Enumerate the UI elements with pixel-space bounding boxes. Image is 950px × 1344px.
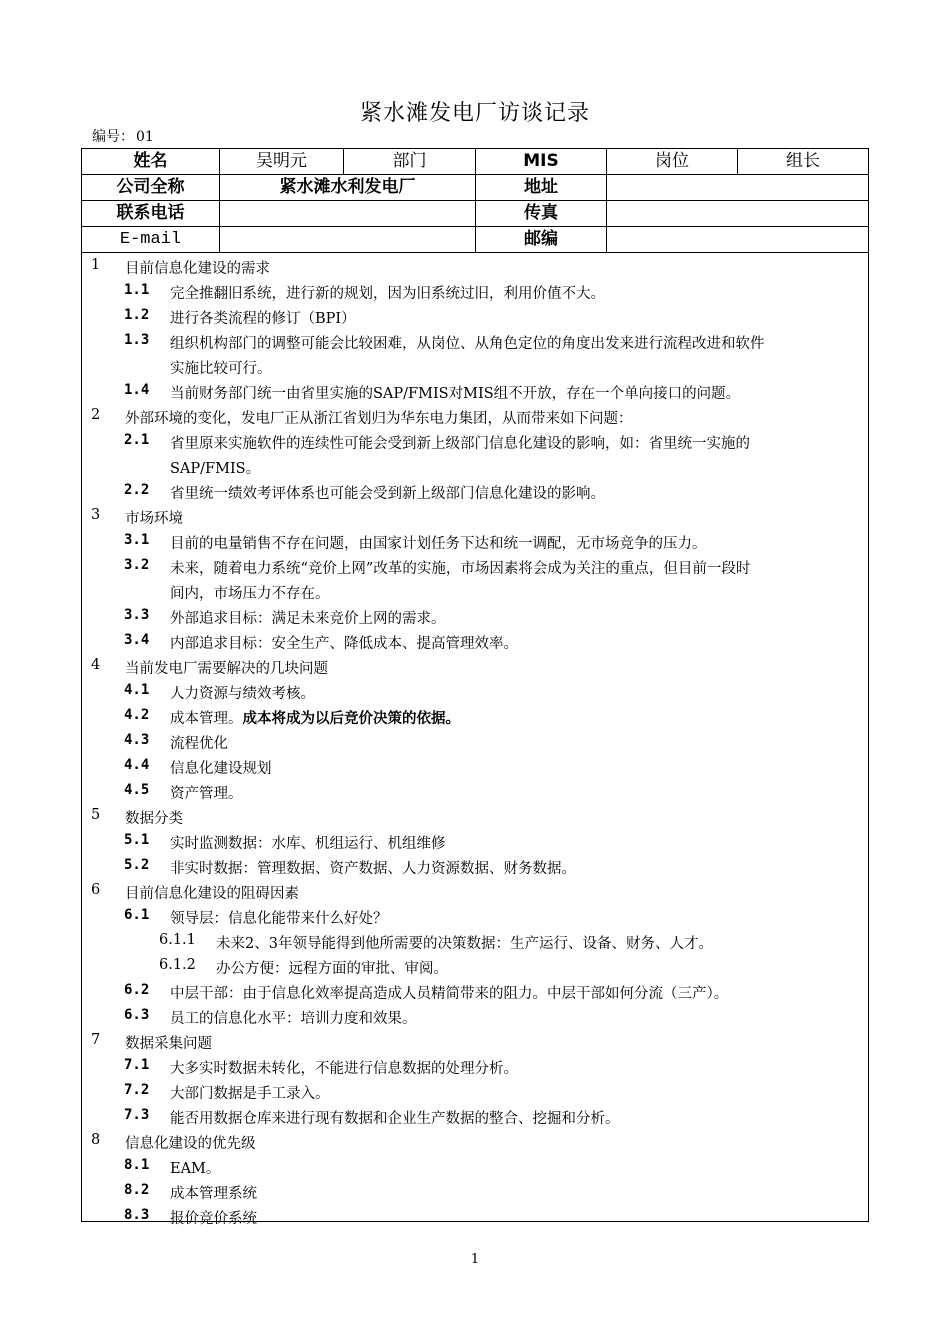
note-text <box>170 907 388 928</box>
note-text-main: 能否用数据仓库来进行现有数据和企业生产数据的整合、挖掘和分析。 <box>170 1111 620 1127</box>
note-number: 3.2 <box>124 557 150 573</box>
note-number: 1.1 <box>124 282 150 298</box>
note-text-continuation: 间内，市场压力不存在。 <box>170 586 330 602</box>
dept-label: 部门 <box>344 149 476 174</box>
note-number: 8.2 <box>124 1182 150 1198</box>
note-text <box>125 507 183 528</box>
note-number: 4.2 <box>124 707 150 723</box>
note-text <box>170 682 315 703</box>
note-text <box>170 307 356 328</box>
note-text-emphasis: 成本将成为以后竞价决策的依据。 <box>242 711 460 727</box>
note-number: 4 <box>91 657 101 673</box>
note-text <box>170 532 707 553</box>
note-text-main: 当前发电厂需要解决的几块问题 <box>125 661 328 677</box>
note-text <box>170 482 605 503</box>
name-label: 姓名 <box>82 149 220 174</box>
note-text <box>170 382 740 403</box>
note-text <box>170 757 272 778</box>
document-number-value: 01 <box>136 129 154 145</box>
company-value: 紧水滩水利发电厂 <box>220 175 476 200</box>
note-text <box>170 332 765 353</box>
phone-label: 联系电话 <box>82 201 220 226</box>
note-text <box>170 857 576 878</box>
note-text-main: 内部追求目标：安全生产、降低成本、提高管理效率。 <box>170 636 518 652</box>
note-text-main: 数据分类 <box>125 811 183 827</box>
note-text-main: 进行各类流程的修订（BPI） <box>170 311 356 327</box>
post-value: 组长 <box>786 151 820 171</box>
note-number: 4.1 <box>124 682 150 698</box>
note-number: 6.1.1 <box>159 932 196 948</box>
note-text-main: 报价竞价系统 <box>170 1211 257 1227</box>
note-text <box>170 1082 330 1103</box>
note-number: 4.4 <box>124 757 150 773</box>
note-text <box>170 732 228 753</box>
company-label: 公司全称 <box>82 175 220 200</box>
post-label: 岗位 <box>607 149 738 174</box>
document-number-label: 编号： <box>92 129 134 145</box>
note-number: 1 <box>91 257 101 273</box>
postcode-label: 邮编 <box>476 227 607 252</box>
note-number: 2.1 <box>124 432 150 448</box>
note-number: 7.1 <box>124 1057 150 1073</box>
note-text-main: 成本管理系统 <box>170 1186 257 1202</box>
info-row-email <box>82 227 868 253</box>
note-text <box>125 657 328 678</box>
note-text-main: 省里原来实施软件的连续性可能会受到新上级部门信息化建设的影响，如：省里统一实施的 <box>170 436 750 452</box>
note-text-main: 当前财务部门统一由省里实施的SAP/FMIS对MIS组不开放，存在一个单向接口的问题。 <box>170 386 741 402</box>
note-number: 7.2 <box>124 1082 150 1098</box>
note-text <box>170 1057 518 1078</box>
note-text-main: 办公方便：远程方面的审批、审阅。 <box>216 961 448 977</box>
note-text-continuation: SAP/FMIS。 <box>170 461 261 477</box>
note-text <box>125 882 299 903</box>
note-number: 6.3 <box>124 1007 150 1023</box>
note-text <box>170 1157 220 1178</box>
note-text-main: 资产管理。 <box>170 786 243 802</box>
note-number: 1.4 <box>124 382 150 398</box>
note-text-main: 数据采集问题 <box>125 1036 212 1052</box>
address-value <box>607 175 868 200</box>
note-number: 6.1.2 <box>159 957 196 973</box>
name-value: 吴明元 <box>220 149 344 174</box>
note-text <box>170 782 243 803</box>
note-text-main: 信息化建设规划 <box>170 761 272 777</box>
note-number: 5.2 <box>124 857 150 873</box>
note-text-main: 未来，随着电力系统“竞价上网”改革的实施，市场因素将会成为关注的重点，但目前一段时 <box>170 561 751 577</box>
note-text-main: 中层干部：由于信息化效率提高造成人员精简带来的阻力。中层干部如何分流（三产）。 <box>170 986 729 1002</box>
note-text <box>170 832 446 853</box>
email-label: E-mail <box>82 227 220 252</box>
note-number: 6.1 <box>124 907 150 923</box>
note-text <box>170 632 518 653</box>
page-title: 紧水滩发电厂访谈记录 <box>359 101 590 126</box>
fax-label: 传真 <box>476 201 607 226</box>
note-text-main: 信息化建设的优先级 <box>125 1136 256 1152</box>
note-text <box>170 557 750 578</box>
note-text <box>170 707 460 728</box>
note-number: 3 <box>91 507 101 523</box>
note-text-main: 市场环境 <box>125 511 183 527</box>
note-number: 2.2 <box>124 482 150 498</box>
note-text-main: 领导层：信息化能带来什么好处？ <box>170 911 388 927</box>
note-number: 3.4 <box>124 632 150 648</box>
note-text-main: 目前信息化建设的阻碍因素 <box>125 886 299 902</box>
note-number: 6 <box>91 882 101 898</box>
note-text-main: 省里统一绩效考评体系也可能会受到新上级部门信息化建设的影响。 <box>170 486 605 502</box>
note-text-main: 组织机构部门的调整可能会比较困难，从岗位、从角色定位的角度出发来进行流程改进和软件 <box>170 336 765 352</box>
note-text-main: 大部门数据是手工录入。 <box>170 1086 330 1102</box>
note-text-main: 未来2、3年领导能得到他所需要的决策数据：生产运行、设备、财务、人才。 <box>216 936 713 952</box>
note-text-main: 实时监测数据：水库、机组运行、机组维修 <box>170 836 446 852</box>
note-text-main: 目前的电量销售不存在问题，由国家计划任务下达和统一调配，无市场竞争的压力。 <box>170 536 707 552</box>
note-text <box>216 932 713 953</box>
fax-value <box>607 201 868 226</box>
dept-value: MIS <box>476 149 607 174</box>
note-text <box>125 257 270 278</box>
note-text-main: 目前信息化建设的需求 <box>125 261 270 277</box>
note-text <box>125 1032 212 1053</box>
note-text <box>170 282 605 303</box>
note-text <box>170 1182 257 1203</box>
note-number: 4.3 <box>124 732 150 748</box>
note-text <box>125 1132 256 1153</box>
note-number: 5 <box>91 807 101 823</box>
note-text <box>125 807 183 828</box>
email-value <box>220 227 476 252</box>
document-number <box>92 126 156 146</box>
note-text-main: 成本管理。 <box>170 711 243 727</box>
note-text <box>170 607 446 628</box>
note-text-main: 完全推翻旧系统，进行新的规划，因为旧系统过旧，利用价值不大。 <box>170 286 605 302</box>
note-number: 2 <box>91 407 101 423</box>
note-text-main: EAM。 <box>170 1161 221 1177</box>
info-row-company <box>82 175 868 201</box>
note-number: 6.2 <box>124 982 150 998</box>
note-text <box>170 1107 620 1128</box>
note-text <box>170 1207 257 1228</box>
note-text <box>216 957 448 978</box>
page-number: 1 <box>470 1252 480 1267</box>
note-number: 8.1 <box>124 1157 150 1173</box>
note-text-continuation: 实施比较可行。 <box>170 361 272 377</box>
note-number: 7.3 <box>124 1107 150 1123</box>
note-number: 1.3 <box>124 332 150 348</box>
note-text <box>170 432 750 453</box>
note-text <box>125 407 633 428</box>
note-text-main: 外部环境的变化，发电厂正从浙江省划归为华东电力集团，从而带来如下问题： <box>125 411 633 427</box>
note-text <box>170 982 728 1003</box>
note-text-main: 非实时数据：管理数据、资产数据、人力资源数据、财务数据。 <box>170 861 576 877</box>
address-label: 地址 <box>476 175 607 200</box>
interview-record-table <box>81 148 869 1227</box>
note-number: 3.3 <box>124 607 150 623</box>
note-text-main: 流程优化 <box>170 736 228 752</box>
info-row-name <box>82 149 868 175</box>
postcode-value <box>607 227 868 252</box>
note-number: 8 <box>91 1132 101 1148</box>
note-number: 7 <box>91 1032 101 1048</box>
note-number: 8.3 <box>124 1207 150 1223</box>
note-text <box>170 1007 417 1028</box>
note-number: 3.1 <box>124 532 150 548</box>
note-text-main: 外部追求目标：满足未来竞价上网的需求。 <box>170 611 446 627</box>
note-number: 4.5 <box>124 782 150 798</box>
note-text-main: 员工的信息化水平：培训力度和效果。 <box>170 1011 417 1027</box>
note-text-main: 人力资源与绩效考核。 <box>170 686 315 702</box>
note-text-main: 大多实时数据未转化，不能进行信息数据的处理分析。 <box>170 1061 518 1077</box>
note-number: 1.2 <box>124 307 150 323</box>
note-number: 5.1 <box>124 832 150 848</box>
info-row-phone <box>82 201 868 227</box>
phone-value <box>220 201 476 226</box>
